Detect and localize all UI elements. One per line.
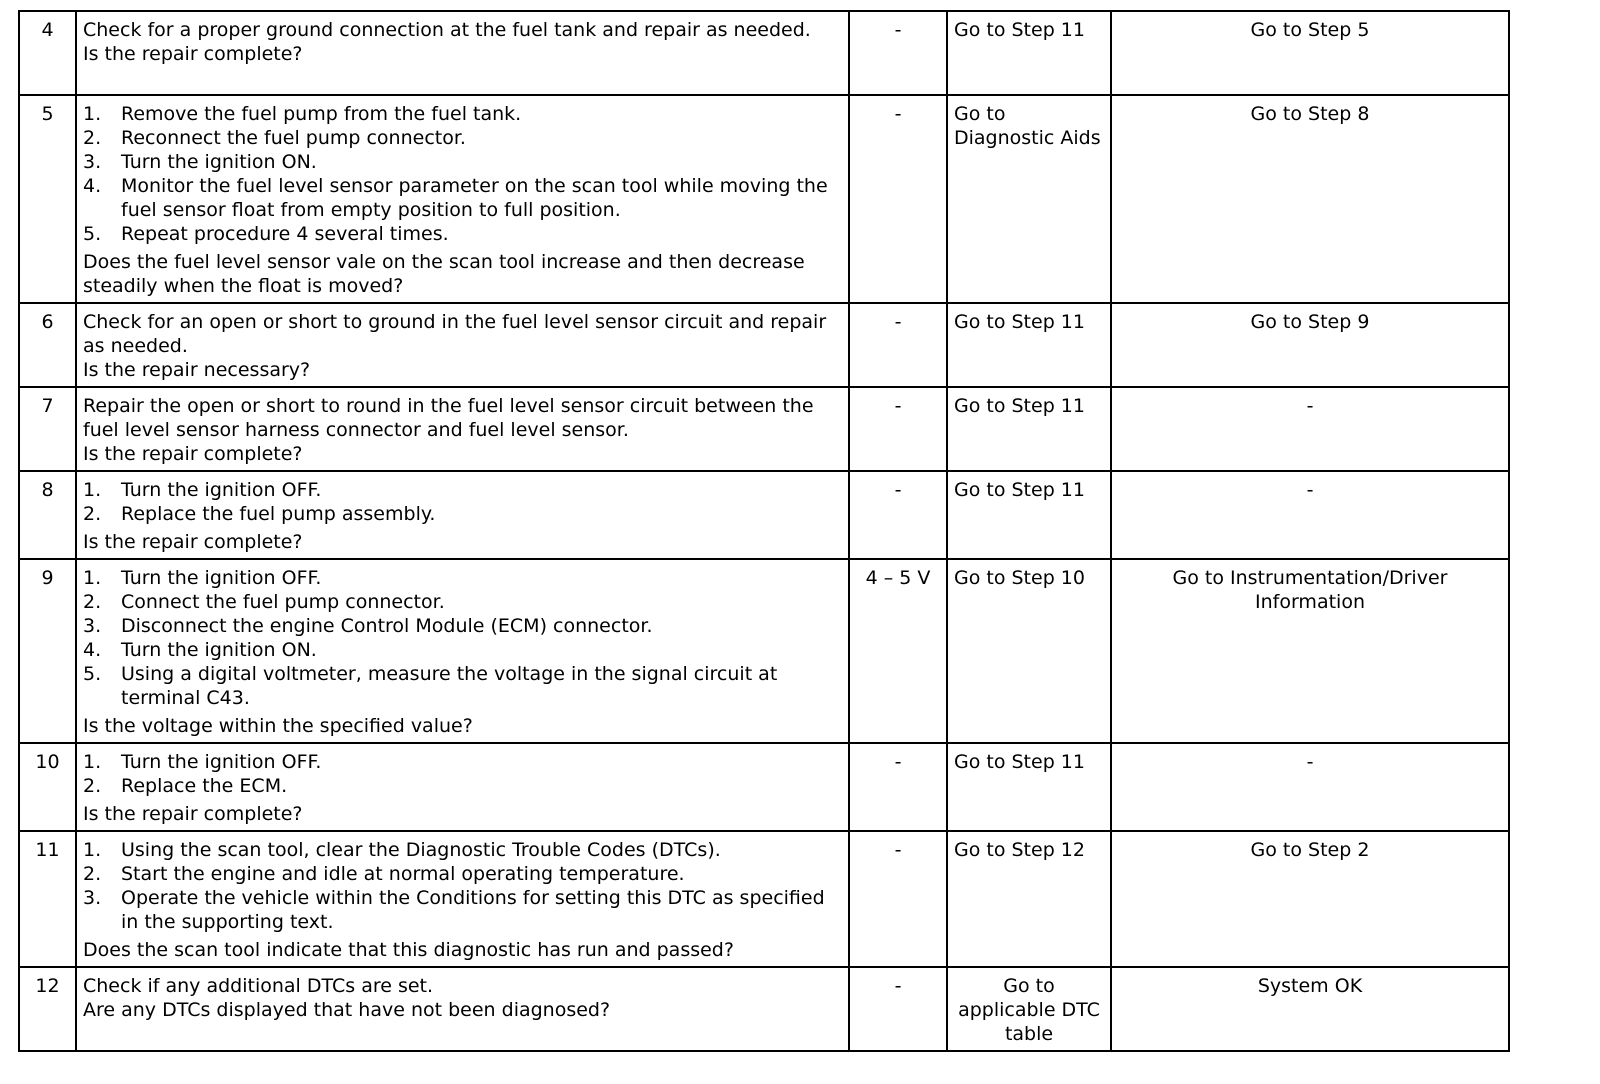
step-number: 12 <box>19 967 76 1051</box>
yes-cell: Go to Step 10 <box>947 559 1111 743</box>
list-item <box>83 614 842 638</box>
yes-cell: Go to Step 12 <box>947 831 1111 967</box>
step-number: 5 <box>19 95 76 303</box>
item-text: Connect the fuel pump connector. <box>121 591 445 613</box>
step-number: 11 <box>19 831 76 967</box>
action-cell <box>76 743 849 831</box>
item-text: Monitor the fuel level sensor parameter on the scan tool while moving the fuel sensor float from empty position to full position. <box>121 175 828 221</box>
question-text: Is the repair complete? <box>83 43 303 65</box>
action-cell <box>76 95 849 303</box>
step-number: 10 <box>19 743 76 831</box>
item-number: 1. <box>83 751 102 773</box>
action-text: Check for an open or short to ground in the fuel level sensor circuit and repair as needed. <box>83 311 827 357</box>
item-number: 3. <box>83 887 102 909</box>
list-item <box>83 174 842 222</box>
diagnostic-table <box>18 10 1510 1052</box>
action-cell <box>76 11 849 95</box>
no-cell: Go to Step 8 <box>1111 95 1509 303</box>
item-number: 5. <box>83 223 102 245</box>
yes-cell: Go to Diagnostic Aids <box>947 95 1111 303</box>
list-item <box>83 838 842 862</box>
value-cell: - <box>849 11 947 95</box>
item-number: 2. <box>83 127 102 149</box>
value-cell: - <box>849 387 947 471</box>
step-number: 6 <box>19 303 76 387</box>
list-item <box>83 750 842 774</box>
no-cell: - <box>1111 471 1509 559</box>
list-item <box>83 222 842 246</box>
list-item <box>83 774 842 798</box>
item-text: Turn the ignition ON. <box>121 639 317 661</box>
item-text: Start the engine and idle at normal operating temperature. <box>121 863 685 885</box>
item-number: 5. <box>83 663 102 685</box>
procedure-list <box>83 566 842 710</box>
table-row <box>19 303 1509 387</box>
item-text: Repeat procedure 4 several times. <box>121 223 449 245</box>
item-text: Remove the fuel pump from the fuel tank. <box>121 103 522 125</box>
list-item <box>83 478 842 502</box>
step-number: 8 <box>19 471 76 559</box>
item-number: 2. <box>83 863 102 885</box>
item-text: Using the scan tool, clear the Diagnostic Trouble Codes (DTCs). <box>121 839 721 861</box>
value-cell: 4 – 5 V <box>849 559 947 743</box>
procedure-list <box>83 838 842 934</box>
value-cell: - <box>849 743 947 831</box>
no-cell: Go to Step 2 <box>1111 831 1509 967</box>
table-row <box>19 967 1509 1051</box>
table-row <box>19 831 1509 967</box>
action-cell <box>76 559 849 743</box>
action-cell <box>76 831 849 967</box>
item-text: Using a digital voltmeter, measure the voltage in the signal circuit at terminal C43. <box>121 663 778 709</box>
value-cell: - <box>849 967 947 1051</box>
item-number: 1. <box>83 479 102 501</box>
action-text: Check if any additional DTCs are set. <box>83 975 434 997</box>
list-item <box>83 102 842 126</box>
question-text: Is the repair necessary? <box>83 359 311 381</box>
question-text: Is the repair complete? <box>83 443 303 465</box>
item-text: Turn the ignition ON. <box>121 151 317 173</box>
question-text: Is the voltage within the specified value? <box>83 715 473 737</box>
yes-cell: Go to Step 11 <box>947 743 1111 831</box>
value-cell: - <box>849 95 947 303</box>
action-text: Check for a proper ground connection at the fuel tank and repair as needed. <box>83 19 811 41</box>
yes-cell: Go to Step 11 <box>947 303 1111 387</box>
procedure-list <box>83 478 842 526</box>
no-cell: System OK <box>1111 967 1509 1051</box>
item-number: 2. <box>83 775 102 797</box>
table-row <box>19 559 1509 743</box>
yes-cell: Go to Step 11 <box>947 387 1111 471</box>
item-number: 1. <box>83 839 102 861</box>
procedure-list <box>83 102 842 246</box>
no-cell: - <box>1111 743 1509 831</box>
list-item <box>83 126 842 150</box>
list-item <box>83 886 842 934</box>
no-cell: Go to Step 9 <box>1111 303 1509 387</box>
question-text: Is the repair complete? <box>83 531 303 553</box>
item-text: Turn the ignition OFF. <box>121 567 322 589</box>
list-item <box>83 590 842 614</box>
action-cell <box>76 967 849 1051</box>
item-text: Turn the ignition OFF. <box>121 479 322 501</box>
list-item <box>83 662 842 710</box>
item-text: Replace the fuel pump assembly. <box>121 503 436 525</box>
no-cell: - <box>1111 387 1509 471</box>
value-cell: - <box>849 471 947 559</box>
item-text: Reconnect the fuel pump connector. <box>121 127 466 149</box>
procedure-list <box>83 750 842 798</box>
item-number: 3. <box>83 615 102 637</box>
item-number: 3. <box>83 151 102 173</box>
item-number: 4. <box>83 639 102 661</box>
yes-cell: Go to Step 11 <box>947 471 1111 559</box>
action-text: Repair the open or short to round in the fuel level sensor circuit between the fuel level sensor harness connector and fuel level sensor. <box>83 395 814 441</box>
action-cell <box>76 303 849 387</box>
question-text: Does the fuel level sensor vale on the scan tool increase and then decrease steadily when the float is moved? <box>83 251 805 297</box>
item-number: 2. <box>83 503 102 525</box>
table-row <box>19 743 1509 831</box>
value-cell: - <box>849 303 947 387</box>
table-body <box>19 11 1509 1051</box>
question-text: Does the scan tool indicate that this diagnostic has run and passed? <box>83 939 734 961</box>
table-row <box>19 471 1509 559</box>
item-text: Turn the ignition OFF. <box>121 751 322 773</box>
item-text: Operate the vehicle within the Conditions for setting this DTC as specified in the supporting text. <box>121 887 825 933</box>
value-cell: - <box>849 831 947 967</box>
question-text: Is the repair complete? <box>83 803 303 825</box>
action-cell <box>76 471 849 559</box>
item-text: Replace the ECM. <box>121 775 288 797</box>
table-row <box>19 11 1509 95</box>
item-number: 1. <box>83 567 102 589</box>
item-number: 4. <box>83 175 102 197</box>
action-cell <box>76 387 849 471</box>
step-number: 7 <box>19 387 76 471</box>
yes-cell: Go to Step 11 <box>947 11 1111 95</box>
list-item <box>83 862 842 886</box>
item-text: Disconnect the engine Control Module (ECM) connector. <box>121 615 653 637</box>
table-row <box>19 387 1509 471</box>
item-number: 2. <box>83 591 102 613</box>
step-number: 9 <box>19 559 76 743</box>
list-item <box>83 502 842 526</box>
list-item <box>83 566 842 590</box>
item-number: 1. <box>83 103 102 125</box>
no-cell: Go to Instrumentation/Driver Information <box>1111 559 1509 743</box>
table-row <box>19 95 1509 303</box>
list-item <box>83 638 842 662</box>
yes-cell: Go to applicable DTC table <box>947 967 1111 1051</box>
question-text: Are any DTCs displayed that have not been diagnosed? <box>83 999 611 1021</box>
list-item <box>83 150 842 174</box>
step-number: 4 <box>19 11 76 95</box>
no-cell: Go to Step 5 <box>1111 11 1509 95</box>
